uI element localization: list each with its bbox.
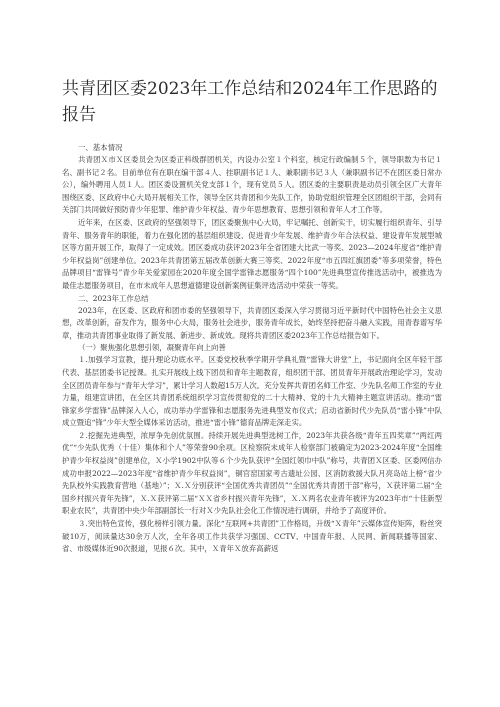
paragraph: １.加强学习宣教，提升理论功底水平。区委党校秋季学期开学典礼暨“雷锋大讲堂”上，书记面向全区年轻干部代表、基层团委书记授课。扎实开展线上线下团员和青年主题教育，组织团干部、团员青年开展政治理论学习，发动全区团员青年参与“青年大学习”，累计学习人数超15万人次。充分发挥共青团名师工作室、少先队名师工作室的专业力量，组建宣讲团，在全区共青团系统组织学习宣传贯彻党的二十大精神、党的十九大精神主题宣讲活动。推动“雷锋家乡学雷锋”品牌深入人心，成功举办学雷锋和志愿服务先进典型发布仪式；启动省新时代少先队员“雷小锋”中队成立暨追“锋”少年大型全媒体采访活动，推进“雷小锋”德育品牌走深走实。 [62, 355, 442, 428]
paragraph: 共青团Ｘ市Ｘ区委员会为区委正科级群团机关，内设办公室１个科室，核定行政编制５个，领导职数为书记１名、副书记２名。目前单位有在职在编干部４人、挂职副书记１人、兼职副书记３人（兼职副书记不在团区委日常办公），编外聘用人员１人。团区委设置机关党支部１个，现有党员５人。团区委的主要职责是动员引领全区广大青年围绕区委、区政府中心大局开展相关工作，领导全区共青团和少先队工作，协助党组织管理全区团组织干部，会同有关部门共同做好预防青少年犯罪、维护青少年权益、青少年思想教育、思想引领和青年人才工作等。 [62, 155, 442, 215]
document-title: 共青团区委2023年工作总结和2024年工作思路的报告 [62, 79, 438, 125]
paragraph: 近年来，在区委、区政府的坚强领导下，团区委聚焦中心大局，牢记嘱托、创新实干，切实履行组织青年、引导青年、服务青年的职能，着力在强化团的基层组织建设、促进青少年发展、维护青少年合法权益、建设青年发展型城区等方面开展工作，取得了一定成效。团区委成功获评2023年全省团建大比武一等奖、2023—2024年度省“维护青少年权益岗”创建单位。2023年共青团第五届改革创新大赛三等奖、2022年度“市五四红旗团委”等多项荣誉，特色品牌项目“雷锋号”青少年关爱家园在2020年度全国学雷锋志愿服务“四个100”先进典型宣传推选活动中，被推选为最佳志愿服务项目，在市未成年人思想道德建设创新案例征集评选活动中荣获一等奖。 [62, 217, 442, 290]
paragraph: 2023年，在区委、区政府和团市委的坚强领导下，共青团区委深入学习贯彻习近平新时代中国特色社会主义思想，改革创新，奋发作为，服务中心大局，服务社会进步，服务青年成长，始终坚持把奋斗融入实践，用青春谱写华章，推动共青团事业取得了新发展、新进步、新成效。现将共青团区委2023年工作总结报告如下。 [62, 305, 442, 340]
subsection-heading: （一）聚焦强化思想引领，凝聚青年向上向善 [78, 343, 226, 353]
paragraph: ２.挖掘先进典型，浓厚争先创优氛围。持续开展先进典型选树工作，2023年共获各级“青年五四奖章”“两红两优”“少先队优秀（十佳）集体和个人”等荣誉90余项。区检察院未成年人检察部门被确定为2023-2024年度“全国维护青少年权益岗”创建单位，Ｘ小学1902中队等６个少先队获评“全国红领巾中队”称号，共青团Ｘ区委、区委网信办成功申报2022—2023年度“省维护青少年权益岗”，铜官窑国家考古遗址公园、区消防救援大队月亮岛站上榜“省少先队校外实践教育营地（基地）”；Ｘ.Ｘ分别获评“全国优秀共青团员”“全国优秀共青团干部”称号，Ｘ获评第二届“全国乡村振兴青年先锋”，Ｘ.Ｘ获评第二届“ＸＸ省乡村振兴青年先锋”，Ｘ.Ｘ两名农业青年被评为2023年市“十佳新型职业农民”，共青团中央少年部副部长一行对Ｘ少先队社会化工作情况进行调研，并给予了高度评价。 [62, 430, 442, 516]
section-heading-2023-summary: 二、2023年工作总结 [78, 293, 149, 303]
paragraph: ３.突出特色宣传，强化榜样引领力量。深化“互联网+共青团”工作格局，升级“Ｘ青年”云媒体宣传矩阵，粉丝突破10万，阅读量达30余万人次，全年各项工作共获学习强国、CCTV、中国青年报、人民网、新闻联播等国家、省、市级媒体近90次报道，见报６次。其中，Ｘ青年Ｘ放弃高薪返 [62, 519, 442, 554]
document-body [62, 142, 442, 556]
section-heading-basic-info: 一、基本情况 [78, 143, 123, 152]
document-page [62, 76, 442, 556]
